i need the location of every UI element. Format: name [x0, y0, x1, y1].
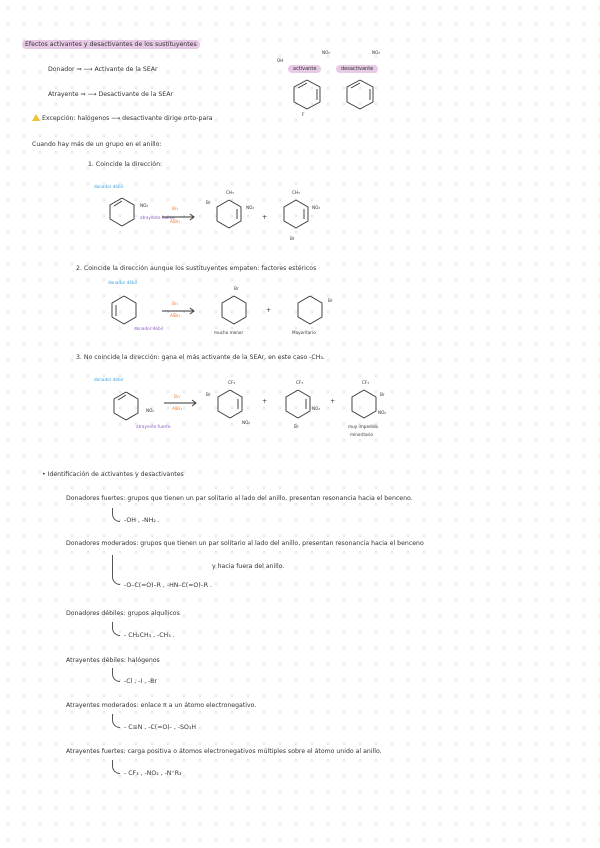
case3-product3-ring [350, 390, 378, 418]
case1-arrow [162, 214, 196, 220]
moderate-withdrawers-label: Atrayentes moderados: enlace π a un átomo electronegativo. [66, 702, 257, 709]
oh-label: OH [277, 58, 284, 63]
case3-no2: NO₂ [146, 408, 155, 413]
case2-donor-bottom: donador débil [134, 326, 163, 331]
case2-title: 2. Coincide la dirección aunque los sustituyentes empaten: factores estéricos [76, 265, 317, 272]
case2-p2-br: Br [328, 298, 333, 303]
case3-p1-no2: NO₂ [242, 420, 251, 425]
case1-withdrawer: atrayente fuerte [140, 215, 175, 220]
case1-product1-ring [215, 200, 243, 228]
hook-arrow [112, 760, 120, 774]
case3-p2-br: Br [294, 424, 299, 429]
weak-donors-label: Donadores débiles: grupos alquílicos [66, 610, 180, 617]
case1-p2-ch3: CH₃ [292, 190, 300, 195]
strong-donors-label: Donadores fuertes: grupos que tienen un par solitario al lado del anillo, presentan resonancia hacia el benceno. [66, 495, 413, 502]
case3-reagent-a: Br₂ [174, 394, 181, 399]
case2-arrow [162, 308, 196, 314]
case3-plus-2: + [330, 398, 336, 405]
strong-withdrawers-examples: - CF₃ , -NO₂ , -N⁺R₃ [124, 770, 182, 777]
case2-reactant-ring [110, 296, 138, 324]
case1-plus: + [262, 214, 268, 221]
case3-product2-ring [284, 390, 312, 418]
case2-product1-ring [220, 296, 248, 324]
case3-p1-cf3: CF₃ [228, 380, 236, 385]
desactivante-tag: desactivante [336, 66, 378, 72]
case3-title: 3. No coincide la dirección: gana el más activante de la SEAr, en este caso -CH₃. [76, 354, 325, 361]
moderate-donors-label: Donadores moderados: grupos que tienen un par solitario al lado del anillo, presentan resonancia hacia el benceno [66, 540, 424, 547]
case1-p2-br: Br [290, 236, 295, 241]
case3-p3-no2: NO₂ [378, 410, 387, 415]
strong-donors-examples: -OH , -NH₂ . [124, 517, 160, 524]
activante-tag: activante [288, 66, 321, 72]
hook-arrow [112, 714, 120, 728]
rule-withdrawer: Atrayente ⇒ ⟶ Desactivante de la SEAr [48, 91, 173, 98]
case3-p1-br: Br [206, 392, 211, 397]
case2-p1-br: Br [234, 286, 239, 291]
case1-p2-no2: NO₂ [312, 205, 321, 210]
case3-reagent-b: AlBr₃ [172, 406, 183, 411]
case2-donor-top: donador débil [108, 280, 137, 285]
benzene-ring-2 [345, 80, 375, 110]
case2-minor: mucho menor [214, 330, 244, 335]
no2-label-a: NO₂ [322, 50, 331, 55]
case1-title: 1. Coincide la dirección: [88, 161, 163, 168]
no2-label-b: NO₂ [372, 50, 381, 55]
warning-icon [32, 114, 40, 121]
case1-no2: NO₂ [140, 203, 149, 208]
case3-product1-ring [216, 390, 244, 418]
case1-reactant-ring [108, 198, 136, 226]
case3-hindered-b: minoritario [350, 432, 373, 437]
page-title: Efectos activantes y desactivantes de los sustituyentes [22, 41, 200, 48]
case3-hindered-a: muy impedido [348, 424, 379, 429]
hook-arrow [112, 555, 120, 585]
case3-withdrawer: atrayente fuerte [136, 424, 171, 429]
hook-arrow [112, 508, 120, 522]
weak-donors-examples: - CH₂CH₃ , -CH₃ . [124, 632, 175, 639]
case3-donor: donador débil [94, 377, 123, 382]
case1-p1-br: Br [206, 200, 211, 205]
weak-withdrawers-examples: -Cl , -I , -Br [124, 678, 157, 685]
case3-plus-1: + [262, 398, 268, 405]
case2-product2-ring [296, 296, 324, 324]
case3-reactant-ring [112, 392, 140, 420]
case3-p2-no2: NO₂ [312, 406, 321, 411]
case2-reagent-a: Br₂ [172, 301, 179, 306]
case3-p3-cf3: CF₃ [362, 380, 370, 385]
f-label: F [302, 112, 305, 117]
case1-p1-no2: NO₂ [246, 205, 255, 210]
case2-major: Mayoritario [292, 330, 316, 335]
hook-arrow [112, 622, 120, 636]
weak-withdrawers-label: Atrayentes débiles: halógenos [66, 657, 160, 664]
case1-reagent-a: Br₂ [172, 206, 179, 211]
hook-arrow [112, 668, 120, 682]
exception-note: Excepción: halógenos ⟶ desactivante dirige orto-para [32, 114, 213, 122]
moderate-donors-label2: y hacia fuera del anillo. [212, 563, 285, 570]
moderate-withdrawers-examples: - C≡N , -C(=O)- , -SO₃H [124, 724, 196, 731]
case1-p1-ch3: CH₃ [226, 190, 234, 195]
case3-arrow [164, 400, 198, 406]
multi-group-intro: Cuando hay más de un grupo en el anillo: [32, 141, 162, 148]
case2-reagent-b: AlBr₃ [170, 313, 181, 318]
moderate-donors-examples: -O–C(=O)–R , -HN–C(=O)–R . [124, 582, 213, 589]
identification-title: • Identificación de activantes y desactivantes [42, 471, 184, 478]
rule-donor: Donador ⇒ ⟶ Activante de la SEAr [48, 66, 158, 73]
case2-plus: + [266, 307, 272, 314]
case1-donor: donador débil [94, 184, 123, 189]
case3-p3-br: Br [380, 392, 385, 397]
case3-p2-cf3: CF₃ [296, 380, 304, 385]
case1-reagent-b: AlBr₃ [170, 219, 181, 224]
benzene-ring-1 [292, 80, 322, 110]
case1-product2-ring [282, 200, 310, 228]
strong-withdrawers-label: Atrayentes fuertes: carga positiva o átomos electronegativos múltiples sobre el átomo unido al anillo. [66, 748, 382, 755]
